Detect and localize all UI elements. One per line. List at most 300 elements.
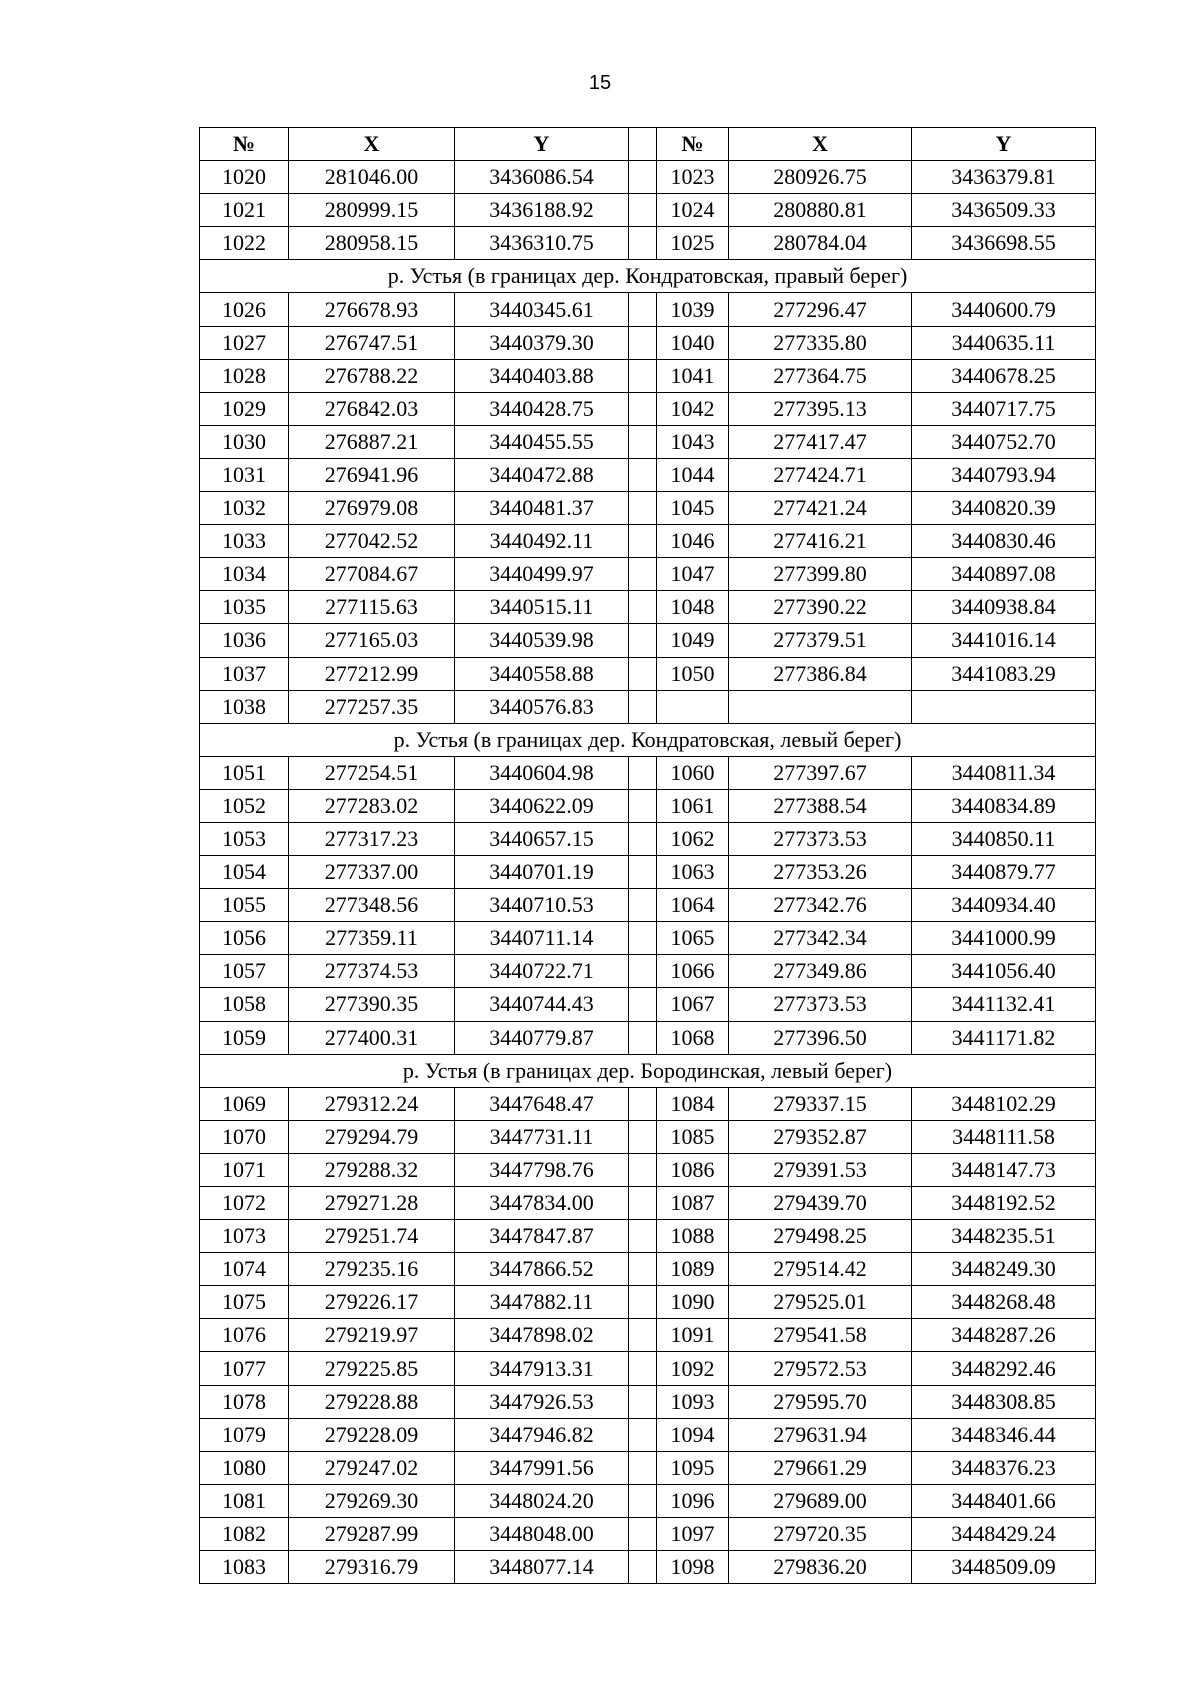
gap-cell [629,1187,657,1220]
gap-cell [629,227,657,260]
table-row [200,988,1096,1021]
table-cell: 3440711.14 [455,922,629,955]
header-cell: Y [912,128,1096,161]
table-cell: 1064 [657,889,729,922]
table-cell: 1037 [200,657,289,690]
table-cell: 1075 [200,1286,289,1319]
table-cell: 279595.70 [729,1385,912,1418]
table-cell: 1083 [200,1551,289,1584]
table-cell: 277335.80 [729,326,912,359]
gap-cell [629,756,657,789]
table-cell: 3448111.58 [912,1120,1096,1153]
table-cell: 277337.00 [289,856,455,889]
table-cell: 1074 [200,1253,289,1286]
table-cell: 1051 [200,756,289,789]
table-cell: 3440379.30 [455,326,629,359]
table-row [200,756,1096,789]
table-cell: 276747.51 [289,326,455,359]
gap-cell [629,988,657,1021]
table-cell: 1062 [657,822,729,855]
table-cell: 3448024.20 [455,1484,629,1517]
table-row [200,1385,1096,1418]
gap-cell [629,1451,657,1484]
table-cell: 1087 [657,1187,729,1220]
table-cell: 1031 [200,458,289,491]
table-cell: 3436379.81 [912,161,1096,194]
table-cell: 3441171.82 [912,1021,1096,1054]
table-cell: 1061 [657,789,729,822]
table-cell: 1050 [657,657,729,690]
table-row [200,789,1096,822]
table-row [200,856,1096,889]
table-cell: 277257.35 [289,690,455,723]
table-cell: 279661.29 [729,1451,912,1484]
gap-cell [629,359,657,392]
table-cell: 3440820.39 [912,492,1096,525]
table-cell: 3440635.11 [912,326,1096,359]
gap-cell [629,194,657,227]
table-row [200,922,1096,955]
table-cell: 277212.99 [289,657,455,690]
table-row [200,1418,1096,1451]
table-cell: 3440472.88 [455,458,629,491]
table-cell: 3436188.92 [455,194,629,227]
table-cell: 3440515.11 [455,591,629,624]
gap-cell [629,1120,657,1153]
gap-cell [629,1286,657,1319]
table-cell: 279631.94 [729,1418,912,1451]
coordinates-table [199,127,1096,1584]
table-cell: 3440678.25 [912,359,1096,392]
table-cell: 1098 [657,1551,729,1584]
table-body [200,161,1096,1584]
section-title: р. Устья (в границах дер. Кондратовская, правый берег) [200,260,1096,293]
table-cell: 1068 [657,1021,729,1054]
table-cell: 3440345.61 [455,293,629,326]
section-row [200,1054,1096,1087]
table-cell: 277388.54 [729,789,912,822]
table-cell: 1048 [657,591,729,624]
table-cell: 1029 [200,392,289,425]
table-cell: 279271.28 [289,1187,455,1220]
table-cell: 277417.47 [729,425,912,458]
table-cell: 280926.75 [729,161,912,194]
table-cell: 3448292.46 [912,1352,1096,1385]
table-cell: 277115.63 [289,591,455,624]
table-cell: 3440879.77 [912,856,1096,889]
table-cell: 1073 [200,1220,289,1253]
table-cell: 3436509.33 [912,194,1096,227]
table-cell: 1055 [200,889,289,922]
table-cell: 1035 [200,591,289,624]
gap-cell [629,1220,657,1253]
table-cell: 1076 [200,1319,289,1352]
table-cell: 3448509.09 [912,1551,1096,1584]
table-cell: 276887.21 [289,425,455,458]
table-cell: 3436310.75 [455,227,629,260]
table-cell [657,690,729,723]
table-row [200,690,1096,723]
table-cell: 279228.88 [289,1385,455,1418]
table-row [200,1253,1096,1286]
table-cell: 3448048.00 [455,1517,629,1550]
gap-cell [629,161,657,194]
table-cell: 1025 [657,227,729,260]
table-cell: 3440492.11 [455,525,629,558]
table-cell: 1049 [657,624,729,657]
table-cell: 281046.00 [289,161,455,194]
table-cell: 1027 [200,326,289,359]
table-cell: 3436698.55 [912,227,1096,260]
table-row [200,194,1096,227]
table-row [200,359,1096,392]
table-cell: 3440934.40 [912,889,1096,922]
gap-cell [629,1484,657,1517]
table-cell: 1044 [657,458,729,491]
table-cell: 1022 [200,227,289,260]
table-row [200,1484,1096,1517]
table-cell: 3447926.53 [455,1385,629,1418]
table-cell: 277342.76 [729,889,912,922]
table-cell: 1023 [657,161,729,194]
gap-cell [629,1517,657,1550]
table-cell: 1026 [200,293,289,326]
gap-cell [629,1319,657,1352]
table-cell: 3441016.14 [912,624,1096,657]
table-cell: 1033 [200,525,289,558]
table-cell: 277390.35 [289,988,455,1021]
table-cell: 279247.02 [289,1451,455,1484]
table-cell: 279294.79 [289,1120,455,1153]
table-cell: 279316.79 [289,1551,455,1584]
table-cell: 276788.22 [289,359,455,392]
table-cell: 277296.47 [729,293,912,326]
table-row [200,624,1096,657]
table-cell: 1092 [657,1352,729,1385]
header-cell: X [729,128,912,161]
table-cell: 1066 [657,955,729,988]
table-cell: 279541.58 [729,1319,912,1352]
table-cell: 3440539.98 [455,624,629,657]
table-row [200,591,1096,624]
table-cell: 1024 [657,194,729,227]
table-cell: 279391.53 [729,1153,912,1186]
table-cell: 3440744.43 [455,988,629,1021]
table-row [200,227,1096,260]
table-row [200,1517,1096,1550]
table-cell: 279226.17 [289,1286,455,1319]
table-cell: 1021 [200,194,289,227]
gap-cell [629,1418,657,1451]
table-cell [729,690,912,723]
table-row [200,1319,1096,1352]
table-cell: 3448401.66 [912,1484,1096,1517]
table-cell: 1052 [200,789,289,822]
header-cell: X [289,128,455,161]
gap-cell [629,657,657,690]
table-cell: 277042.52 [289,525,455,558]
table-cell: 277421.24 [729,492,912,525]
table-cell: 279235.16 [289,1253,455,1286]
table-cell: 276941.96 [289,458,455,491]
table-cell: 279514.42 [729,1253,912,1286]
table-cell: 1069 [200,1087,289,1120]
table-cell: 1041 [657,359,729,392]
gap-cell [629,1253,657,1286]
table-cell: 277395.13 [729,392,912,425]
table-cell: 3448308.85 [912,1385,1096,1418]
table-row [200,1451,1096,1484]
table-cell: 1038 [200,690,289,723]
table-cell: 280999.15 [289,194,455,227]
table-cell: 1043 [657,425,729,458]
gap-cell [629,293,657,326]
gap-cell [629,1087,657,1120]
table-cell: 277386.84 [729,657,912,690]
table-cell: 3447866.52 [455,1253,629,1286]
table-cell: 1095 [657,1451,729,1484]
table-cell: 279287.99 [289,1517,455,1550]
table-row [200,1087,1096,1120]
table-row [200,293,1096,326]
gap-cell [629,856,657,889]
table-row [200,492,1096,525]
table-cell: 1036 [200,624,289,657]
table-cell: 280784.04 [729,227,912,260]
table-row [200,1153,1096,1186]
table-cell: 1088 [657,1220,729,1253]
table-cell: 1054 [200,856,289,889]
table-cell: 1063 [657,856,729,889]
table-cell: 277364.75 [729,359,912,392]
table-cell: 3448376.23 [912,1451,1096,1484]
table-cell: 1079 [200,1418,289,1451]
table-cell: 279225.85 [289,1352,455,1385]
table-cell: 1039 [657,293,729,326]
table-cell: 279689.00 [729,1484,912,1517]
table-row [200,525,1096,558]
table-cell: 277342.34 [729,922,912,955]
table-cell: 3440622.09 [455,789,629,822]
table-cell: 276979.08 [289,492,455,525]
table-cell: 1090 [657,1286,729,1319]
gap-cell [629,1021,657,1054]
table-row [200,657,1096,690]
table-row [200,1286,1096,1319]
table-cell: 3448287.26 [912,1319,1096,1352]
table-cell: 277348.56 [289,889,455,922]
table-cell: 279439.70 [729,1187,912,1220]
table-cell: 3440558.88 [455,657,629,690]
table-cell: 3440752.70 [912,425,1096,458]
table-cell: 1045 [657,492,729,525]
table-cell: 3447991.56 [455,1451,629,1484]
table-cell: 3447882.11 [455,1286,629,1319]
table-cell: 279337.15 [729,1087,912,1120]
table-cell: 3440834.89 [912,789,1096,822]
table-cell: 279720.35 [729,1517,912,1550]
table-cell: 1086 [657,1153,729,1186]
table-cell: 1081 [200,1484,289,1517]
gap-cell [629,822,657,855]
table-row [200,822,1096,855]
table-row [200,558,1096,591]
table-cell: 1040 [657,326,729,359]
table-cell: 3436086.54 [455,161,629,194]
section-row [200,260,1096,293]
table-cell: 1071 [200,1153,289,1186]
table-cell: 279251.74 [289,1220,455,1253]
table-cell: 279525.01 [729,1286,912,1319]
gap-cell [629,326,657,359]
table-cell: 277396.50 [729,1021,912,1054]
table-cell: 277165.03 [289,624,455,657]
table-cell: 3440576.83 [455,690,629,723]
table-cell: 3448192.52 [912,1187,1096,1220]
section-title: р. Устья (в границах дер. Кондратовская, левый берег) [200,723,1096,756]
table-cell: 1042 [657,392,729,425]
section-row [200,723,1096,756]
table-row [200,425,1096,458]
table-cell: 3447898.02 [455,1319,629,1352]
table-cell: 3441056.40 [912,955,1096,988]
table-cell: 1059 [200,1021,289,1054]
table-cell: 3441132.41 [912,988,1096,1021]
header-cell: Y [455,128,629,161]
gap-cell [629,1352,657,1385]
table-cell: 1097 [657,1517,729,1550]
table-cell: 1065 [657,922,729,955]
table-cell: 1053 [200,822,289,855]
table-cell: 1072 [200,1187,289,1220]
table-cell: 3440657.15 [455,822,629,855]
table-cell: 3440455.55 [455,425,629,458]
table-cell: 3447834.00 [455,1187,629,1220]
table-cell: 3447946.82 [455,1418,629,1451]
table-cell: 280958.15 [289,227,455,260]
table-cell: 277374.53 [289,955,455,988]
gap-cell [629,392,657,425]
table-cell [912,690,1096,723]
table-cell: 3448147.73 [912,1153,1096,1186]
table-cell: 1077 [200,1352,289,1385]
table-cell: 1060 [657,756,729,789]
table-cell: 3441083.29 [912,657,1096,690]
table-cell: 1047 [657,558,729,591]
table-cell: 277084.67 [289,558,455,591]
table-cell: 276842.03 [289,392,455,425]
table-cell: 1094 [657,1418,729,1451]
gap-cell [629,558,657,591]
table-cell: 279352.87 [729,1120,912,1153]
table-cell: 3447847.87 [455,1220,629,1253]
table-cell: 1046 [657,525,729,558]
table-row [200,1352,1096,1385]
gap-cell [629,889,657,922]
section-title: р. Устья (в границах дер. Бородинская, левый берег) [200,1054,1096,1087]
table-cell: 277397.67 [729,756,912,789]
table-cell: 3448235.51 [912,1220,1096,1253]
table-cell: 3440793.94 [912,458,1096,491]
table-cell: 277254.51 [289,756,455,789]
header-gap-cell [629,128,657,161]
table-row [200,458,1096,491]
gap-cell [629,458,657,491]
table-cell: 3447913.31 [455,1352,629,1385]
table-cell: 3440710.53 [455,889,629,922]
table-cell: 1030 [200,425,289,458]
table-cell: 277379.51 [729,624,912,657]
table-cell: 277390.22 [729,591,912,624]
table-row [200,1021,1096,1054]
table-cell: 277399.80 [729,558,912,591]
table-cell: 277373.53 [729,988,912,1021]
table-cell: 1085 [657,1120,729,1153]
table-cell: 3447798.76 [455,1153,629,1186]
table-cell: 3440481.37 [455,492,629,525]
table-row [200,392,1096,425]
table-cell: 3440701.19 [455,856,629,889]
table-cell: 1082 [200,1517,289,1550]
table-cell: 277416.21 [729,525,912,558]
table-cell: 3447648.47 [455,1087,629,1120]
table-cell: 3448429.24 [912,1517,1096,1550]
table-cell: 279498.25 [729,1220,912,1253]
table-cell: 1078 [200,1385,289,1418]
gap-cell [629,525,657,558]
table-cell: 280880.81 [729,194,912,227]
table-cell: 279219.97 [289,1319,455,1352]
table-row [200,1187,1096,1220]
header-cell: № [200,128,289,161]
gap-cell [629,1153,657,1186]
table-cell: 1028 [200,359,289,392]
table-cell: 279288.32 [289,1153,455,1186]
gap-cell [629,690,657,723]
gap-cell [629,955,657,988]
table-cell: 3448077.14 [455,1551,629,1584]
table-cell: 277349.86 [729,955,912,988]
table-cell: 277400.31 [289,1021,455,1054]
table-row [200,1551,1096,1584]
table-row [200,1120,1096,1153]
table-cell: 1034 [200,558,289,591]
table-cell: 1089 [657,1253,729,1286]
table-cell: 1032 [200,492,289,525]
table-cell: 1084 [657,1087,729,1120]
gap-cell [629,591,657,624]
table-cell: 3441000.99 [912,922,1096,955]
table-cell: 279312.24 [289,1087,455,1120]
table-cell: 3447731.11 [455,1120,629,1153]
table-cell: 1093 [657,1385,729,1418]
table-cell: 279836.20 [729,1551,912,1584]
table-cell: 279572.53 [729,1352,912,1385]
table-cell: 1070 [200,1120,289,1153]
gap-cell [629,789,657,822]
table-cell: 3440938.84 [912,591,1096,624]
gap-cell [629,492,657,525]
table-row [200,326,1096,359]
table-row [200,1220,1096,1253]
table-cell: 277359.11 [289,922,455,955]
table-cell: 1057 [200,955,289,988]
table-row [200,889,1096,922]
page-number: 15 [588,72,612,94]
table-cell: 3440600.79 [912,293,1096,326]
table-cell: 3440850.11 [912,822,1096,855]
table-cell: 1056 [200,922,289,955]
